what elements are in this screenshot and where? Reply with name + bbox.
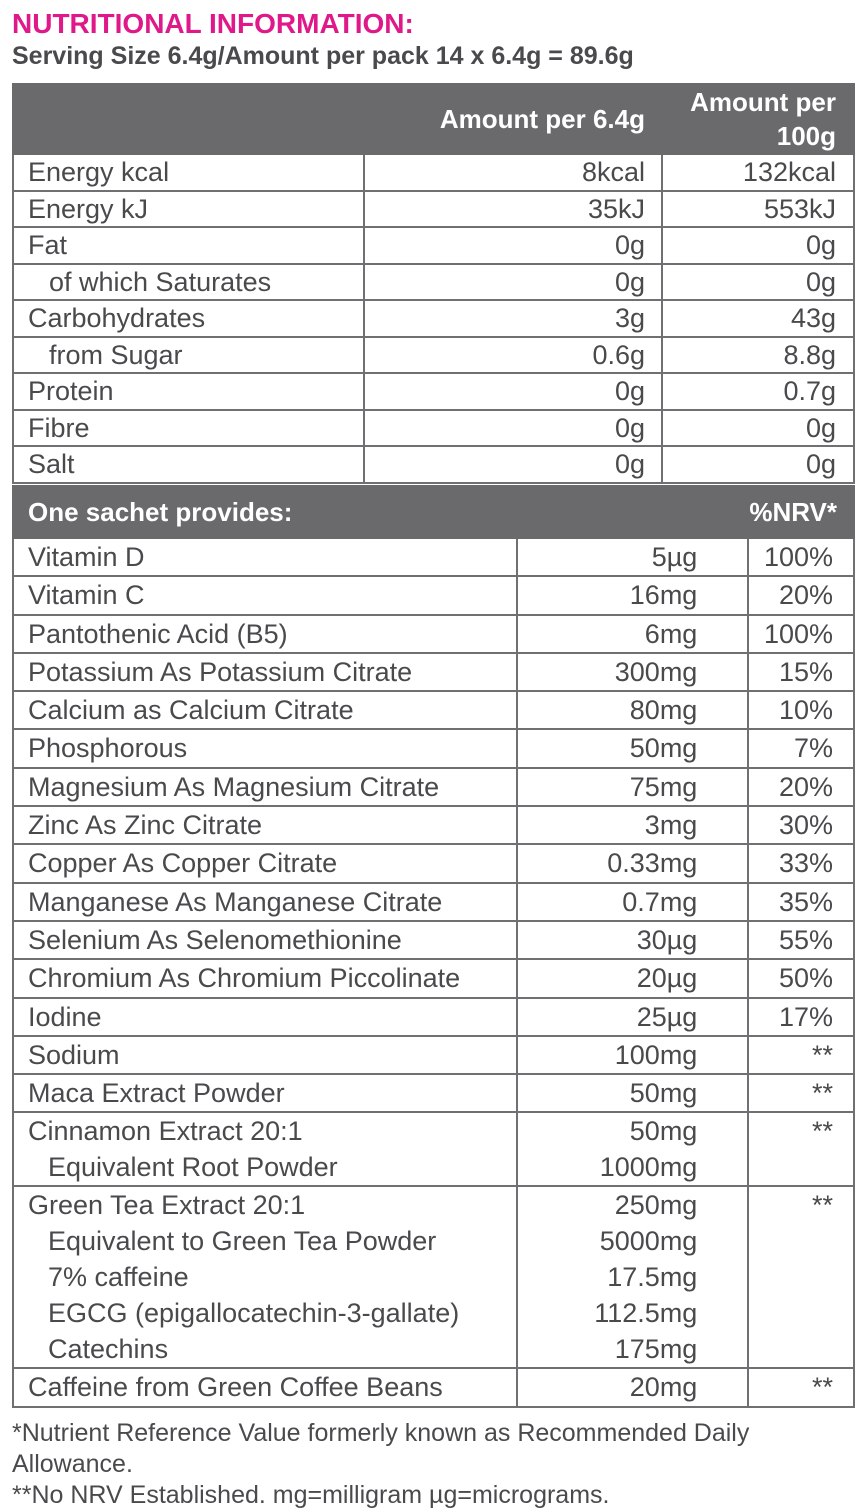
amount-per-serving: 0g xyxy=(364,446,662,483)
ingredient-amount xyxy=(517,653,748,691)
ingredient-amount xyxy=(517,691,748,729)
ingredient-name xyxy=(13,844,517,882)
amount-value: 20mg xyxy=(629,1372,698,1403)
ingredient-amount xyxy=(517,1368,748,1406)
ingredient-subname: EGCG (epigallocatechin-3-gallate) xyxy=(48,1298,460,1329)
ingredient-label: Cinnamon Extract 20:1 xyxy=(28,1116,303,1147)
nrv-value: 50% xyxy=(748,959,854,997)
nrv-value: 100% xyxy=(748,615,854,653)
amount-value: 112.5mg xyxy=(594,1298,698,1329)
sachet-row xyxy=(13,1112,854,1186)
amount-value: 5000mg xyxy=(599,1226,698,1257)
amount-value: 25µg xyxy=(636,1001,698,1032)
footnote-no-nrv: **No NRV Established. mg=milligram µg=micrograms. xyxy=(12,1481,610,1509)
nrv-value: 20% xyxy=(748,768,854,806)
ingredient-subname: 7% caffeine xyxy=(48,1262,189,1293)
footnotes xyxy=(12,1418,866,1511)
sachet-row xyxy=(13,1186,854,1368)
amount-per-serving: 35kJ xyxy=(364,191,662,228)
amount-value: 250mg xyxy=(614,1190,698,1221)
amount-per-serving: 0g xyxy=(364,410,662,447)
ingredient-amount xyxy=(517,768,748,806)
amount-per-100g: 43g xyxy=(662,300,854,337)
nrv-value: 10% xyxy=(748,691,854,729)
nutrient-name: Energy kcal xyxy=(13,154,364,191)
sachet-row xyxy=(13,538,854,576)
ingredient-amount xyxy=(517,538,748,576)
nutrition-header-row xyxy=(13,84,854,154)
nutrition-row xyxy=(13,191,854,228)
amount-value: 75mg xyxy=(629,771,698,802)
nrv-value: ** xyxy=(748,1074,854,1112)
sachet-header-label: One sachet provides: xyxy=(13,486,748,538)
sachet-header-nrv: %NRV* xyxy=(748,486,854,538)
ingredient-subname: Catechins xyxy=(48,1334,169,1365)
ingredient-amount xyxy=(517,921,748,959)
nrv-value: ** xyxy=(748,1368,854,1406)
ingredient-name xyxy=(13,998,517,1036)
ingredient-label: Zinc As Zinc Citrate xyxy=(28,810,263,841)
nutrient-name: Salt xyxy=(13,446,364,483)
ingredient-label: Calcium as Calcium Citrate xyxy=(28,695,354,726)
ingredient-amount xyxy=(517,1074,748,1112)
amount-per-100g: 0g xyxy=(662,446,854,483)
nrv-value: ** xyxy=(748,1112,854,1186)
ingredient-name xyxy=(13,729,517,767)
nrv-value: 30% xyxy=(748,806,854,844)
sachet-row xyxy=(13,1036,854,1074)
amount-per-100g: 553kJ xyxy=(662,191,854,228)
amount-value: 3mg xyxy=(644,810,698,841)
amount-value: 30µg xyxy=(636,924,698,955)
nutrition-header-per100: Amount per 100g xyxy=(662,84,854,154)
sachet-row xyxy=(13,653,854,691)
ingredient-label: Potassium As Potassium Citrate xyxy=(28,656,413,687)
amount-value: 175mg xyxy=(614,1334,698,1365)
ingredient-amount xyxy=(517,615,748,653)
nrv-value: ** xyxy=(748,1036,854,1074)
amount-per-serving: 8kcal xyxy=(364,154,662,191)
sachet-row xyxy=(13,998,854,1036)
nrv-value: 100% xyxy=(748,538,854,576)
page-title: NUTRITIONAL INFORMATION: xyxy=(12,8,414,39)
amount-per-serving: 0.6g xyxy=(364,337,662,374)
ingredient-name xyxy=(13,883,517,921)
ingredient-label: Magnesium As Magnesium Citrate xyxy=(28,771,440,802)
amount-per-100g: 132kcal xyxy=(662,154,854,191)
nrv-value: 7% xyxy=(748,729,854,767)
ingredient-label: Copper As Copper Citrate xyxy=(28,848,338,879)
ingredient-label: Manganese As Manganese Citrate xyxy=(28,886,443,917)
amount-value: 50mg xyxy=(629,1116,698,1147)
amount-value: 20µg xyxy=(636,963,698,994)
amount-value: 80mg xyxy=(629,695,698,726)
sachet-row xyxy=(13,959,854,997)
ingredient-name xyxy=(13,1186,517,1368)
nutrient-name: Protein xyxy=(13,373,364,410)
sachet-row xyxy=(13,806,854,844)
ingredient-amount xyxy=(517,844,748,882)
sachet-row xyxy=(13,576,854,614)
amount-per-100g: 0g xyxy=(662,264,854,301)
ingredient-label: Vitamin D xyxy=(28,542,145,572)
amount-value: 6mg xyxy=(644,618,698,649)
nrv-value: 20% xyxy=(748,576,854,614)
ingredient-label: Caffeine from Green Coffee Beans xyxy=(28,1372,443,1403)
nrv-value: ** xyxy=(748,1186,854,1368)
ingredient-name xyxy=(13,806,517,844)
nutrient-name: Fat xyxy=(13,227,364,264)
amount-per-100g: 0.7g xyxy=(662,373,854,410)
ingredient-amount xyxy=(517,959,748,997)
amount-value: 50mg xyxy=(629,733,698,764)
sachet-row xyxy=(13,691,854,729)
ingredient-name xyxy=(13,921,517,959)
amount-value: 5µg xyxy=(651,542,698,572)
ingredient-name xyxy=(13,1112,517,1186)
ingredient-subname: Equivalent to Green Tea Powder xyxy=(48,1226,437,1257)
nutrition-row xyxy=(13,300,854,337)
sachet-row xyxy=(13,729,854,767)
amount-per-serving: 0g xyxy=(364,373,662,410)
ingredient-name xyxy=(13,576,517,614)
ingredient-subname: Equivalent Root Powder xyxy=(48,1152,338,1183)
ingredient-label: Vitamin C xyxy=(28,580,145,611)
nrv-value: 17% xyxy=(748,998,854,1036)
ingredient-label: Selenium As Selenomethionine xyxy=(28,924,402,955)
nrv-value: 35% xyxy=(748,883,854,921)
amount-value: 50mg xyxy=(629,1078,698,1109)
ingredient-name xyxy=(13,653,517,691)
ingredient-label: Chromium As Chromium Piccolinate xyxy=(28,963,461,994)
sachet-table xyxy=(12,485,855,1408)
ingredient-label: Pantothenic Acid (B5) xyxy=(28,618,288,649)
nutrition-row xyxy=(13,227,854,264)
nutrient-name: Energy kJ xyxy=(13,191,364,228)
amount-value: 300mg xyxy=(614,656,698,687)
ingredient-label: Green Tea Extract 20:1 xyxy=(28,1190,306,1221)
sachet-header-row xyxy=(13,486,854,538)
amount-per-serving: 3g xyxy=(364,300,662,337)
nutrition-row xyxy=(13,337,854,374)
sachet-row xyxy=(13,615,854,653)
ingredient-name xyxy=(13,691,517,729)
nrv-value: 55% xyxy=(748,921,854,959)
ingredient-amount xyxy=(517,883,748,921)
sachet-row xyxy=(13,844,854,882)
amount-value: 1000mg xyxy=(599,1152,698,1183)
nutrition-row xyxy=(13,410,854,447)
nutrient-name: of which Saturates xyxy=(13,264,364,301)
ingredient-name xyxy=(13,615,517,653)
ingredient-label: Phosphorous xyxy=(28,733,188,764)
ingredient-amount xyxy=(517,998,748,1036)
amount-per-100g: 0g xyxy=(662,410,854,447)
ingredient-name xyxy=(13,1074,517,1112)
nrv-value: 15% xyxy=(748,653,854,691)
ingredient-amount xyxy=(517,1112,748,1186)
ingredient-name xyxy=(13,768,517,806)
sachet-row xyxy=(13,1368,854,1406)
amount-per-100g: 8.8g xyxy=(662,337,854,374)
sachet-row xyxy=(13,883,854,921)
nutrition-row xyxy=(13,373,854,410)
nutrition-row xyxy=(13,446,854,483)
amount-value: 0.7mg xyxy=(622,886,698,917)
ingredient-name xyxy=(13,1036,517,1074)
serving-size: Serving Size 6.4g/Amount per pack 14 x 6.4g = 89.6g xyxy=(12,42,634,70)
amount-value: 16mg xyxy=(629,580,698,611)
ingredient-label: Iodine xyxy=(28,1001,102,1032)
ingredient-amount xyxy=(517,1036,748,1074)
nutrition-table xyxy=(12,83,855,484)
amount-value: 100mg xyxy=(614,1039,698,1070)
amount-value: 0.33mg xyxy=(607,848,698,879)
ingredient-name xyxy=(13,959,517,997)
nutrient-name: Carbohydrates xyxy=(13,300,364,337)
nutrition-header-name xyxy=(13,84,364,154)
ingredient-label: Sodium xyxy=(28,1039,120,1070)
amount-per-serving: 0g xyxy=(364,264,662,301)
footnote-nrv: *Nutrient Reference Value formerly known as Recommended Daily Allowance. xyxy=(12,1419,750,1478)
sachet-row xyxy=(13,768,854,806)
nutrient-name: from Sugar xyxy=(13,337,364,374)
sachet-row xyxy=(13,921,854,959)
ingredient-name xyxy=(13,1368,517,1406)
nutrition-row xyxy=(13,154,854,191)
nrv-value: 33% xyxy=(748,844,854,882)
sachet-row xyxy=(13,1074,854,1112)
ingredient-label: Maca Extract Powder xyxy=(28,1078,285,1109)
nutrient-name: Fibre xyxy=(13,410,364,447)
amount-value: 17.5mg xyxy=(607,1262,698,1293)
ingredient-name xyxy=(13,538,517,576)
nutrition-row xyxy=(13,264,854,301)
ingredient-amount xyxy=(517,1186,748,1368)
ingredient-amount xyxy=(517,729,748,767)
amount-per-serving: 0g xyxy=(364,227,662,264)
ingredient-amount xyxy=(517,806,748,844)
ingredient-amount xyxy=(517,576,748,614)
amount-per-100g: 0g xyxy=(662,227,854,264)
nutrition-header-serving: Amount per 6.4g xyxy=(364,84,662,154)
